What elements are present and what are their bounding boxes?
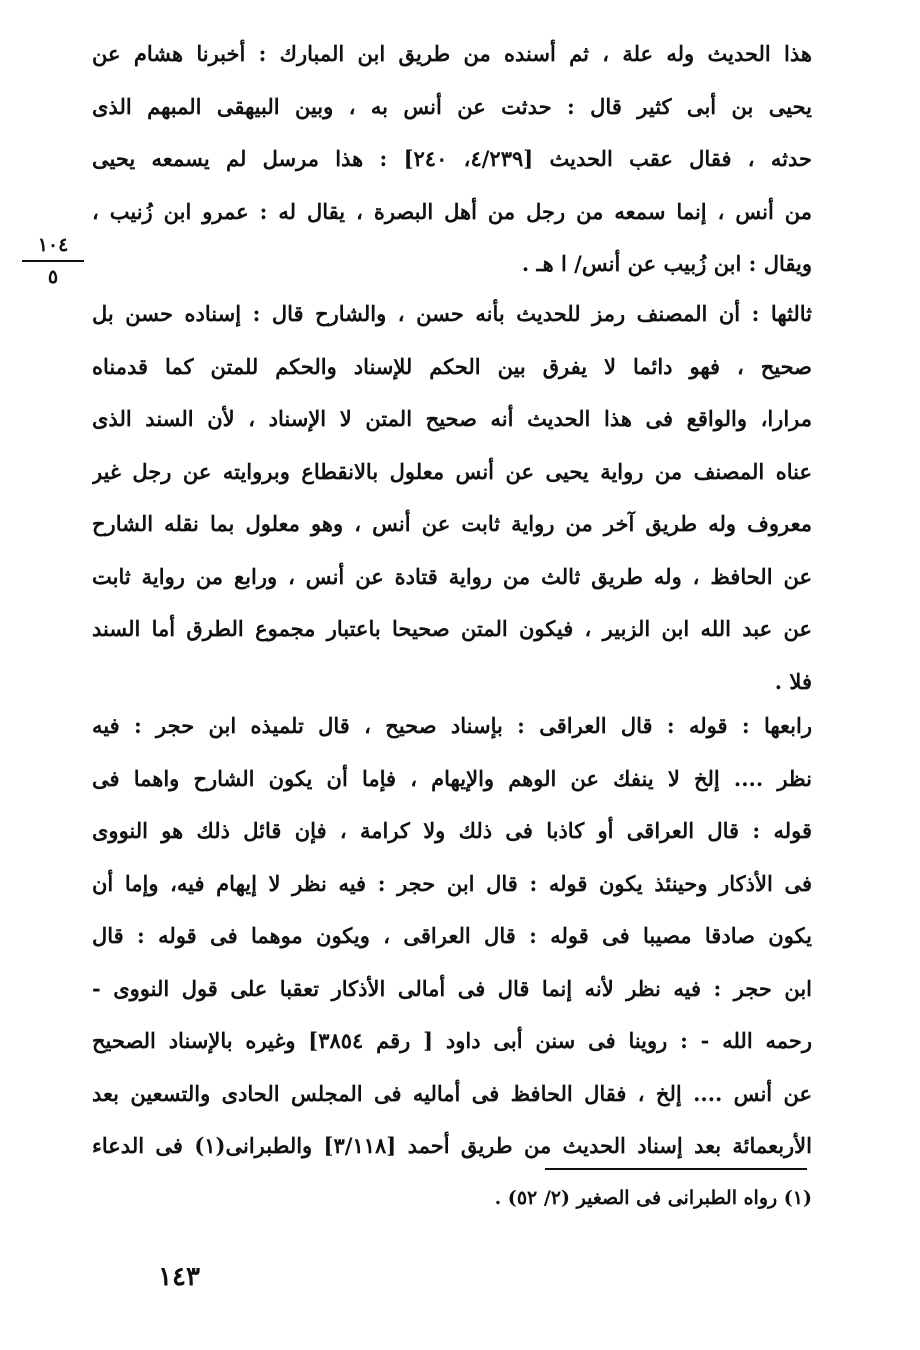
text-line: يكون صادقا مصيبا فى قوله : قال العراقى ، ويكون موهما فى قوله : قال xyxy=(92,923,812,948)
text-line: قوله : قال العراقى أو كاذبا فى ذلك ولا كرامة ، فإن قائل ذلك هو النووى xyxy=(92,818,812,843)
paragraph-3 xyxy=(92,700,812,1173)
margin-ref-rule xyxy=(22,260,84,262)
footnote: (١) رواه الطبرانى فى الصغير (٢/ ٥٢) . xyxy=(494,1187,812,1209)
text-line: عناه المصنف من رواية يحيى عن أنس معلول بالانقطاع وبروايته عن رجل غير xyxy=(92,458,812,484)
text-line: ويقال : ابن زُبيب عن أنس/ ا هـ . xyxy=(521,251,812,276)
text-line: فى الأذكار وحينئذ يكون قوله : قال ابن حجر : فيه نظر لا إيهام فيه، وإما أن xyxy=(92,870,812,896)
paragraph-2 xyxy=(92,288,812,708)
text-line: صحيح ، فهو دائما لا يفرق بين الحكم للإسناد والحكم للمتن كما قدمناه xyxy=(92,353,812,379)
text-line: من أنس ، إنما سمعه من رجل من أهل البصرة ، يقال له : عمرو ابن زُنيب ، xyxy=(92,198,812,224)
text-line: رحمه الله - : روينا فى سنن أبى داود [ رقم ٣٨٥٤] وغيره بالإسناد الصحيح xyxy=(92,1028,812,1053)
text-line: عن عبد الله ابن الزبير ، فيكون المتن صحيحا باعتبار مجموع الطرق أما السند xyxy=(92,616,812,641)
margin-ref-top: ١٠٤ xyxy=(37,234,69,256)
text-line: مرارا، والواقع فى هذا الحديث أنه صحيح المتن لا الإسناد ، لأن السند الذى xyxy=(92,406,812,431)
margin-reference xyxy=(22,232,84,288)
text-line: هذا الحديث وله علة ، ثم أسنده من طريق ابن المبارك : أخبرنا هشام عن xyxy=(92,41,812,66)
text-line: معروف وله طريق آخر من رواية ثابت عن أنس ، وهو معلول بما نقله الشارح xyxy=(92,511,812,536)
text-line: ابن حجر : فيه نظر لأنه إنما قال فى أمالى الأذكار تعقبا على قول النووى - xyxy=(92,975,812,1001)
text-line: فلا . xyxy=(774,668,812,694)
margin-ref-bottom: ٥ xyxy=(47,266,59,288)
footnote-divider xyxy=(545,1168,807,1170)
text-line: عن الحافظ ، وله طريق ثالث من رواية قتادة عن أنس ، ورابع من رواية ثابت xyxy=(92,563,812,589)
text-line: الأربعمائة بعد إسناد الحديث من طريق أحمد [٣/١١٨] والطبرانى(١) فى الدعاء xyxy=(92,1133,812,1158)
text-line: نظر .... إلخ لا ينفك عن الوهم والإيهام ، فإما أن يكون الشارح واهما فى xyxy=(92,765,812,791)
text-line: عن أنس .... إلخ ، فقال الحافظ فى أماليه فى المجلس الحادى والتسعين بعد xyxy=(92,1080,812,1106)
text-line: حدثه ، فقال عقب الحديث [٤/٢٣٩، ٢٤٠] : هذا مرسل لم يسمعه يحيى xyxy=(92,146,812,171)
paragraph-1 xyxy=(92,28,812,291)
text-line: يحيى بن أبى كثير قال : حدثت عن أنس به ، وبين البيهقى المبهم الذى xyxy=(92,93,812,119)
text-line: رابعها : قوله : قال العراقى : بإسناد صحيح ، قال تلميذه ابن حجر : فيه xyxy=(92,713,812,738)
page-number: ١٤٣ xyxy=(158,1262,200,1292)
text-line: ثالثها : أن المصنف رمز للحديث بأنه حسن ، والشارح قال : إسناده حسن بل xyxy=(92,301,812,326)
